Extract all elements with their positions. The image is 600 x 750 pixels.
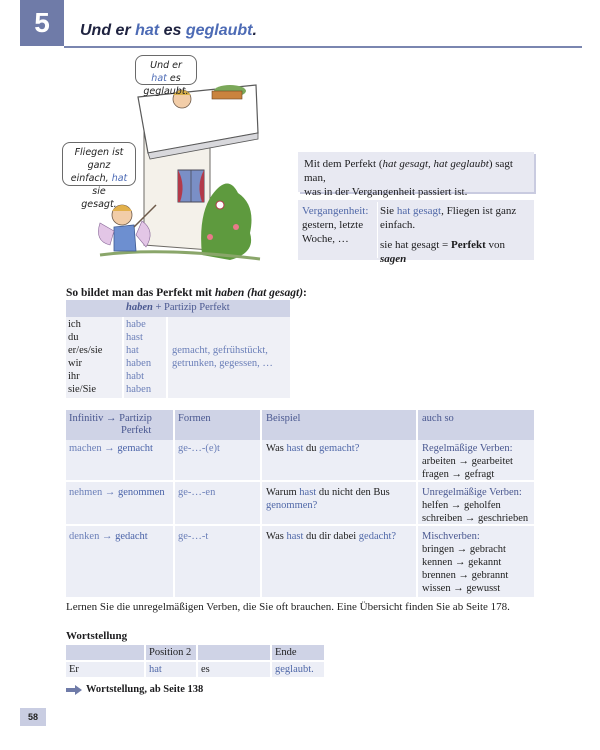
page-title: Und er hat es geglaubt. — [80, 22, 257, 39]
table-row-example: Was hast du gemacht? — [266, 443, 360, 454]
aux-form: hast — [126, 332, 143, 343]
participle-examples: gemacht, gefrühstückt, — [172, 345, 268, 356]
aux-form: hat — [126, 345, 139, 356]
title-rule — [64, 46, 582, 48]
section-heading: So bildet man das Perfekt mit haben (hat gesagt): — [66, 287, 307, 299]
page-number: 58 — [20, 708, 46, 726]
speech-bubble-top: Und er hat es geglaubt. — [135, 55, 197, 85]
table-row-infinitive: denken → gedacht — [69, 531, 148, 542]
pronoun: sie/Sie — [68, 384, 96, 395]
past-tense-box — [298, 200, 534, 265]
pronoun: ihr — [68, 371, 80, 382]
word-order-table: Position 2 Ende Er hat es geglaubt. — [66, 645, 324, 677]
note-text: Lernen Sie die unregelmäßigen Verben, die Sie oft brauchen. Eine Übersicht finden Sie ab Seite 178. — [66, 601, 510, 613]
haben-table — [66, 300, 290, 398]
table-row-example: Was hast du dir dabei gedacht? — [266, 531, 397, 542]
table-row-form: ge-…-(e)t — [178, 443, 220, 454]
table-row-also: Unregelmäßige Verben: helfen → geholfen schreiben → geschrieben — [422, 487, 529, 524]
aux-form: haben — [126, 358, 152, 369]
aux-form: habt — [126, 371, 145, 382]
verb-table-header: Infinitiv → Partizip Perfekt Formen Beispiel auch so — [66, 410, 534, 440]
haben-table-header: haben + Partizip Perfekt — [66, 300, 290, 317]
table-row-also: Regelmäßige Verben: arbeiten → gearbeitet fragen → gefragt — [422, 443, 513, 480]
participle-examples: getrunken, gegessen, … — [172, 358, 273, 369]
verb-table — [66, 410, 534, 597]
aux-form: habe — [126, 319, 146, 330]
aux-form: haben — [126, 384, 152, 395]
table-row-also: Mischverben: bringen → gebracht kennen → gekannt brennen → gebrannt wissen → gewusst — [422, 531, 509, 594]
pronoun: er/es/sie — [68, 345, 103, 356]
pronoun: du — [68, 332, 79, 343]
cross-reference[interactable]: Wortstellung, ab Seite 138 — [66, 684, 203, 695]
table-row-form: ge-…-en — [178, 487, 216, 498]
table-row-infinitive: nehmen → genommen — [69, 487, 165, 498]
past-divider — [377, 202, 378, 258]
table-row-example: Warum hast du nicht den Bus genommen? — [266, 487, 390, 511]
word-order-heading: Wortstellung — [66, 630, 128, 642]
table-row-infinitive: machen → gemacht — [69, 443, 153, 454]
chapter-number: 5 — [20, 0, 64, 46]
pronoun: wir — [68, 358, 82, 369]
arrow-right-icon — [66, 685, 82, 695]
speech-bubble-left: Fliegen ist ganz einfach, hat sie gesagt. — [62, 142, 136, 186]
past-label-column: Vergangenheit: gestern, letzte Woche, … — [302, 205, 369, 245]
pronoun: ich — [68, 319, 81, 330]
past-example-column: Sie hat gesagt, Fliegen ist ganz einfach. sie hat gesagt = Perfekt von sagen — [380, 205, 517, 265]
table-row-form: ge-…-t — [178, 531, 209, 542]
intro-box: Mit dem Perfekt (hat gesagt, hat geglaubt) sagt man, was in der Vergangenheit passiert ist. — [298, 152, 534, 192]
